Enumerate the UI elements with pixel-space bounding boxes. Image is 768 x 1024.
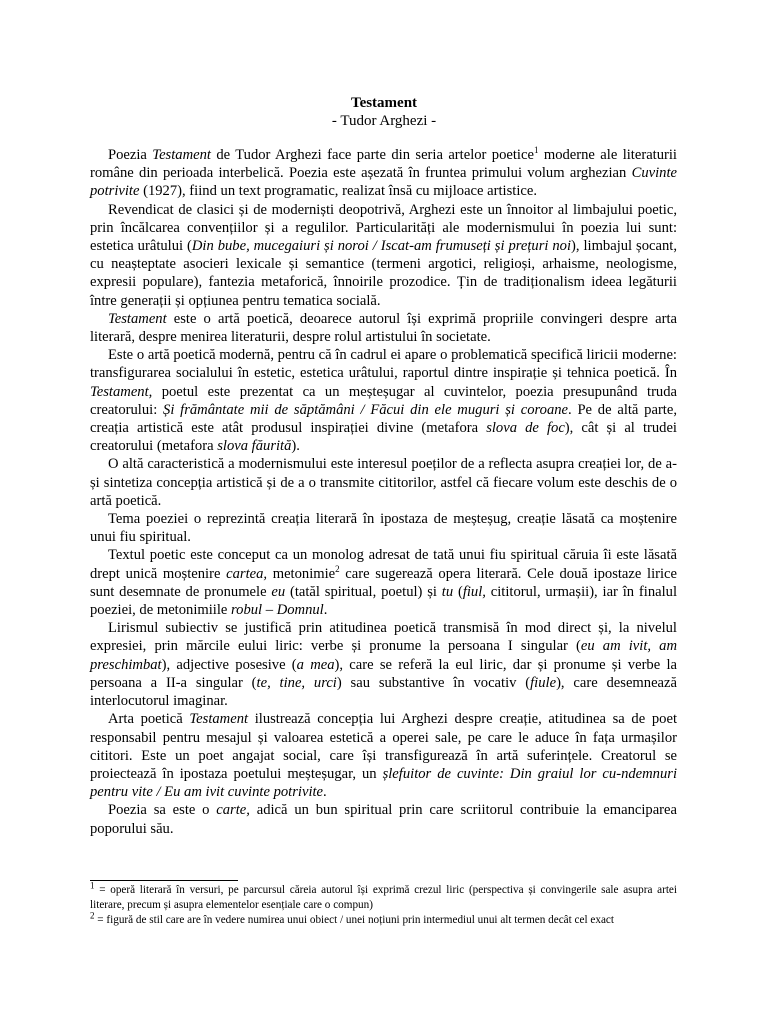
text-run: ), adjective posesive ( — [161, 656, 297, 673]
paragraph — [90, 801, 677, 837]
paragraph — [90, 510, 677, 546]
text-run: (1927), fiind un text programatic, realizat însă cu mijloace artistice. — [139, 183, 537, 200]
text-run: care sugerează opera literară. Cele două ipostaze lirice sunt desemnate de pronumele — [90, 565, 677, 600]
text-run: de Tudor Arghezi face parte din seria artelor poetice — [210, 147, 534, 163]
page-subtitle: - Tudor Arghezi - — [331, 113, 437, 129]
text-run: . — [323, 784, 327, 801]
paragraph — [90, 201, 677, 310]
italic-text: slova de foc — [486, 420, 565, 437]
text-run: ( — [453, 583, 463, 600]
italic-text: tu — [441, 583, 454, 600]
text-run: . Pe de altă parte, creația artistică este atât produsul inspirației divine (metafora — [90, 401, 677, 437]
italic-text: carte, — [216, 802, 250, 819]
text-run: . — [323, 602, 328, 619]
text-run: Poezia sa este o — [108, 802, 217, 819]
italic-text: Testament — [189, 711, 249, 728]
text-run: ), care se referă la eul liric, dar și pronume și verbe la persoana a II-a singular ( — [90, 656, 677, 691]
italic-text: șlefuitor de cuvinte: Din graiul lor cu-ndemnuri pentru vite / Eu am ivit cuvinte potrivite — [90, 765, 678, 801]
text-run: Textul poetic este conceput ca un monolog adresat de tată unui fiu spiritual căruia îi este lăsată drept unică moștenire — [90, 547, 677, 582]
text-run: Arta poetică — [108, 711, 190, 728]
paragraph — [90, 346, 677, 455]
text-run: poetul este prezentat ca un meșteșugar al cuvintelor, poezia presupunând truda creatorului: — [90, 383, 677, 418]
footnote-ref: 1 — [90, 880, 95, 891]
footnote-divider — [90, 880, 238, 881]
italic-text: Cuvinte potrivite — [90, 165, 677, 200]
text-run: este o artă poetică, deoarece autorul își exprimă propriile convingeri despre arta literară, despre menirea literaturii, despre rolul artistului în societate. — [90, 310, 677, 346]
italic-text: a mea — [296, 656, 335, 673]
text-run: O altă caracteristică a modernismului este interesul poeților de a reflecta asupra creației lor, de a-și sintetiza concepția artistică și de a o transmite cititorilor, astfel că fiecare volum este deschis de o artă poetică. — [90, 456, 677, 509]
italic-text: fiul, — [462, 583, 486, 600]
italic-text: fiule — [530, 674, 557, 691]
text-run: ) sau substantive în vocativ ( — [336, 674, 531, 691]
footnote-ref: 2 — [90, 910, 95, 921]
italic-text: Testament — [152, 147, 211, 163]
italic-text: cartea, — [226, 565, 268, 582]
italic-text: te, tine, urci — [256, 674, 337, 691]
italic-text: Testament — [108, 310, 167, 327]
text-run: Tema poeziei o reprezintă creația literară în ipostaza de meșteșug, creație lăsată ca moștenire unui fiu spiritual. — [90, 511, 677, 546]
text-run: ). — [291, 438, 300, 455]
text-run: ilustrează concepția lui Arghezi despre creație, atitudinea sa de poet responsabil pentru mesajul și valoarea estetică a operei sale, pe care le aduce în fața urmașilor cititori. Este un poet angajat social, care își transfigurează în artă suferințele. Creatorul se proiectează în ipostaza poetului meșteșugar, un — [90, 711, 677, 782]
italic-text: robul – Domnul — [231, 602, 324, 619]
text-run: = operă literară în versuri, pe parcursul căreia autorul își exprimă crezul liric (perspectiva și convingerile sale asupra artei literare, precum și asupra elementelor esențiale care o compun) — [90, 884, 677, 911]
paragraph — [90, 619, 677, 710]
paragraph — [90, 710, 677, 801]
text-run: moderne ale literaturii române din perioada interbelică. Poezia este așezată în fruntea primului volum arghezian — [90, 147, 677, 182]
italic-text: Din bube, mucegaiuri și noroi / Iscat-am frumuseți și prețuri noi — [191, 238, 572, 255]
text-run: cititorul, urmașii), iar în finalul poeziei, de metonimiile — [90, 583, 677, 619]
text-run: Poezia — [108, 147, 153, 163]
text-run: (tatăl spiritual, poetul) și — [285, 583, 442, 600]
italic-text: eu — [271, 583, 286, 600]
text-run: ), limbajul șocant, cu neașteptate asocieri lexicale și semantice (termeni argotici, religioși, arhaisme, neologisme, expresii populare), fantezia metaforică, înnoirile prozodice. Țin de tradiționalism ideea legăturii între generații și opțiunea pentru tematica socială. — [90, 238, 677, 309]
paragraph — [90, 546, 677, 619]
text-run: Este o artă poetică modernă, pentru că în cadrul ei apare o problematică specifică liricii moderne: transfigurarea socialului în estetic, estetica urâtului, raportul dintre inspirație și tehnica poetică. În — [90, 347, 677, 382]
text-run: ), care desemnează interlocutorul imaginar. — [90, 674, 677, 710]
text-run: Revendicat de clasici și de moderniști deopotrivă, Arghezi este un înnoitor al limbajului poetic, prin încălcarea convențiilor și a regulilor. Particularități ale modernismului în poezia lui sunt: estetica urâtului ( — [90, 201, 677, 255]
italic-text: eu am ivit, am preschimbat — [90, 638, 678, 673]
paragraph — [90, 310, 677, 346]
paragraph — [90, 146, 677, 201]
footnote — [90, 880, 677, 913]
text-run: ), cât și al trudei creatorului (metafora — [90, 420, 677, 455]
italic-text: Testament, — [90, 383, 153, 400]
text-run: adică un bun spiritual prin care scriitorul contribuie la emanciparea poporului său. — [90, 802, 677, 837]
paragraph — [90, 455, 677, 510]
text-run: metonimie — [267, 565, 336, 582]
text-run: = figură de stil care are în vedere numirea unui obiect / unei noțiuni prin intermediul unui alt termen decât cel exact — [94, 914, 614, 926]
footnote — [90, 910, 677, 928]
text-run: Lirismul subiectiv se justifică prin atitudinea poetică transmisă în mod direct și, la nivelul expresiei, prin mărcile eului liric: verbe și pronume la persoana I singular ( — [90, 620, 677, 655]
body-text — [90, 146, 677, 838]
footnote-ref: 2 — [335, 563, 340, 574]
page-title: Testament — [350, 95, 418, 111]
footnotes — [90, 880, 677, 928]
footnote-ref: 1 — [533, 145, 539, 156]
italic-text: slova făurită — [217, 438, 292, 455]
italic-text: Și frământate mii de săptămâni / Făcui din ele muguri și coroane — [163, 401, 569, 418]
